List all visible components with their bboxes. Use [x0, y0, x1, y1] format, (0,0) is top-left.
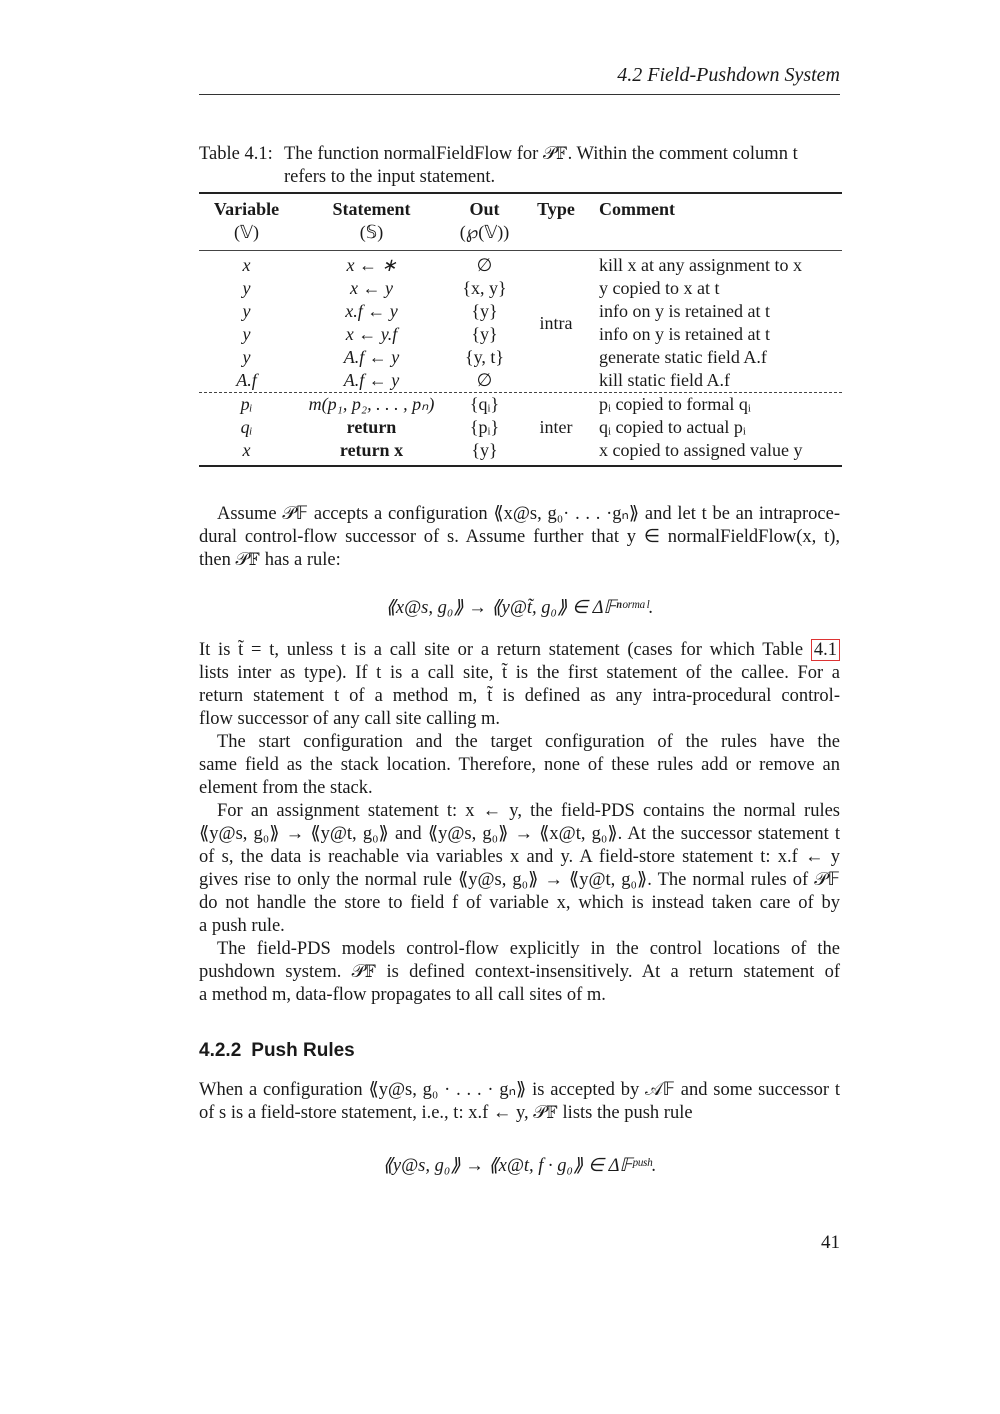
table-mid-rule: [199, 250, 842, 251]
table-row: y x ← y {x, y} y copied to x at t: [242, 278, 720, 298]
type-inter: inter: [539, 417, 573, 437]
table-row: A.f A.f ← y ∅ kill static field A.f: [236, 370, 730, 390]
table-row: x x ← ∗ ∅ kill x at any assignment to x: [242, 255, 802, 275]
table-header-row: [199, 198, 842, 221]
header-variable-sub: (𝕍): [234, 222, 259, 242]
header-out: Out: [469, 199, 500, 219]
header-type: Type: [537, 199, 575, 219]
paragraph-6: When a configuration ⟪y@s, g₀ · . . . · gₙ⟫ is accepted by 𝒜𝔽 and some successor t of s is a field-store statement, i.e., t: x.f ← y, 𝒫𝔽 lists the push rule: [199, 1080, 840, 1123]
intra-rows: [199, 254, 842, 392]
paragraph-3: The start configuration and the target configuration of the rules have the same field as the stack location. Therefore, none of these rules add or remove an element from the stack.: [199, 732, 840, 798]
header-variable: Variable: [213, 199, 280, 219]
header-statement: Statement: [332, 199, 411, 219]
table-top-rule: [199, 192, 842, 194]
table-row: x return x {y} x copied to assigned value y: [242, 440, 803, 460]
header-out-sub: (℘(𝕍)): [459, 222, 510, 242]
section-heading: [199, 1040, 355, 1062]
table-row: y A.f ← y {y, t} generate static field A.f: [242, 347, 767, 367]
header-statement-sub: (𝕊): [359, 222, 384, 242]
paragraph-5: The field-PDS models control-flow explicitly in the control locations of the pushdown system. 𝒫𝔽 is defined context-insensitively. At a return statement of a method m, data-flow propagates to all call sites of m.: [199, 939, 840, 1005]
header-rule: [199, 94, 840, 95]
table-bottom-rule: [199, 465, 842, 467]
table-ref-link[interactable]: 4.1: [811, 639, 840, 661]
table-row: y x.f ← y {y} info on y is retained at t: [242, 301, 770, 321]
running-head: 4.2 Field-Pushdown System: [617, 64, 840, 86]
equation-push-rule: ⟪y@s, g₀⟫ → ⟪x@t, f · g₀⟫ ∈ Δ𝔽ᵖᵘˢʰ.: [382, 1156, 657, 1176]
caption-text-1: The function normalFieldFlow for 𝒫𝔽. Within the comment column t: [284, 144, 798, 164]
paragraph-1: Assume 𝒫𝔽 accepts a configuration ⟪x@s, g₀· . . . ·gₙ⟫ and let t be an intraproce- dural control-flow successor of s. Assume further that y ∈ normalFieldFlow(x, t), then 𝒫𝔽 has a rule:: [199, 504, 840, 570]
caption-label: Table 4.1:: [199, 144, 273, 164]
section-number: 4.2.2: [199, 1040, 242, 1061]
table-caption: [199, 143, 844, 189]
caption-text-2: refers to the input statement.: [284, 167, 496, 187]
table-row: qᵢ return {pᵢ} qᵢ copied to actual pᵢ: [240, 417, 746, 437]
type-intra: intra: [539, 313, 573, 333]
table-row: y x ← y.f {y} info on y is retained at t: [242, 324, 770, 344]
table-row: pᵢ m(p₁, p₂, . . . , pₙ) {qᵢ} pᵢ copied to formal qᵢ: [240, 394, 751, 414]
inter-rows: [199, 393, 842, 462]
normal-field-flow-table: [199, 192, 842, 467]
table-header-subrow: [199, 221, 842, 244]
paragraph-2: It is t̃ = t, unless t is a call site or a return statement (cases for which Table 4.1 lists inter as type). If t is a call site, t̃ is the first statement of the callee. For a return statement t of a method m, t̃ is defined as any intra-procedural control- flow successor of any call site calling m.: [199, 640, 840, 729]
equation-normal-rule: ⟪x@s, g₀⟫ → ⟪y@t̃, g₀⟫ ∈ Δ𝔽ⁿᵒʳᵐᵃˡ.: [385, 598, 654, 618]
header-comment: Comment: [599, 199, 675, 219]
paragraph-4: For an assignment statement t: x ← y, the field-PDS contains the normal rules ⟪y@s, g₀⟫ → ⟪y@t, g₀⟫ and ⟪y@s, g₀⟫ → ⟪x@t, g₀⟫. At the successor statement t of s, the data is reachable via variables x and y. A field-store statement t: x.f ← y gives rise to only the normal rule ⟪y@s, g₀⟫ → ⟪y@t, g₀⟫. The normal rules of 𝒫𝔽 do not handle the store to field f of variable x, which is instead taken care of by a push rule.: [199, 801, 840, 936]
page-number: 41: [821, 1232, 840, 1253]
section-title: Push Rules: [251, 1040, 355, 1061]
